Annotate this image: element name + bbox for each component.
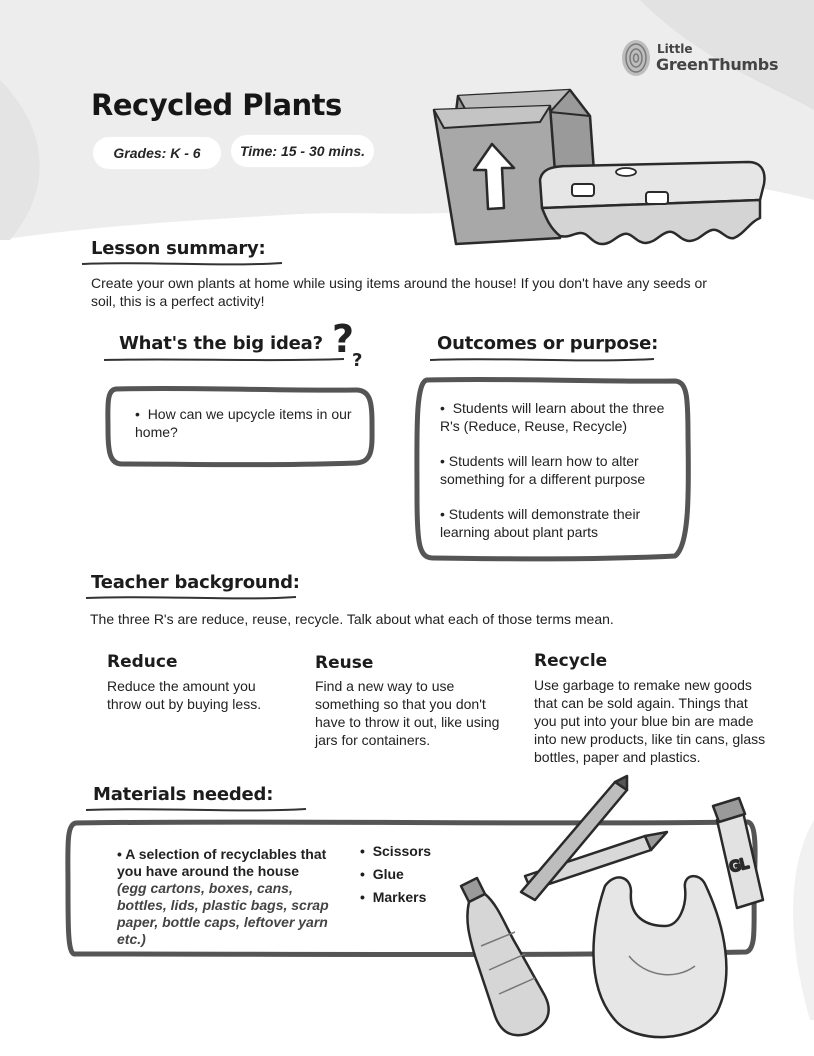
teacher-background-heading: Teacher background:: [91, 572, 300, 593]
paper-bag-and-egg-carton-illustration: [430, 88, 770, 253]
brand-line2: GreenThumbs: [656, 55, 779, 74]
svg-text:GL: GL: [728, 855, 751, 876]
outcomes-heading: Outcomes or purpose:: [437, 333, 659, 354]
heading-underline: [82, 260, 282, 268]
reuse-heading: Reuse: [315, 653, 374, 673]
big-idea-list: [135, 405, 353, 458]
reduce-heading: Reduce: [107, 652, 178, 672]
time-badge: Time: 15 - 30 mins.: [231, 135, 374, 167]
big-idea-item: • How can we upcycle items in our home?: [135, 406, 352, 440]
brand-line1: Little: [657, 42, 693, 56]
materials-list: [360, 843, 431, 912]
outcome-item: • Students will demonstrate their learning about plant parts: [440, 506, 641, 540]
recycle-text: Use garbage to remake new goods that can be sold again. Things that you put into your blue bin are made into new products, like tin cans, glass bottles, paper and plastics.: [534, 677, 766, 765]
brand-logo: [620, 38, 780, 82]
outcome-item: • Students will learn about the three R's (Reduce, Reuse, Recycle): [440, 400, 665, 434]
question-marks-icon: [332, 318, 372, 370]
material-item: • Markers: [360, 889, 427, 905]
material-item: • Glue: [360, 866, 404, 882]
bottle-markers-glue-bag-illustration: [455, 776, 785, 1046]
heading-underline: [86, 594, 296, 602]
svg-text:?: ?: [352, 350, 363, 371]
big-idea-heading: What's the big idea?: [119, 333, 323, 354]
reuse-text: Find a new way to use something so that you don't have to throw it out, like using jars for containers.: [315, 678, 500, 748]
heading-underline: [430, 356, 654, 364]
leaf-decoration: [780, 820, 814, 1020]
heading-underline: [104, 356, 344, 364]
grades-badge: Grades: K - 6: [93, 137, 221, 169]
outcomes-list: [440, 399, 666, 558]
teacher-background-text: The three R's are reduce, reuse, recycle. Talk about what each of those terms mean.: [90, 611, 614, 627]
page-title: Recycled Plants: [91, 88, 342, 122]
outcome-item: • Students will learn how to alter something for a different purpose: [440, 453, 646, 487]
svg-text:?: ?: [332, 317, 355, 361]
materials-heading: Materials needed:: [93, 784, 274, 805]
lesson-summary-heading: Lesson summary:: [91, 238, 266, 259]
heading-underline: [86, 806, 306, 814]
reduce-text: Reduce the amount you throw out by buying less.: [107, 678, 262, 712]
recycle-heading: Recycle: [534, 651, 608, 671]
materials-main-item: • A selection of recyclables that you have around the house (egg cartons, boxes, cans, bottles, lids, plastic bags, scrap paper, bottle caps, leftover yarn etc.): [117, 846, 329, 947]
material-item: • Scissors: [360, 843, 432, 859]
lesson-summary-text: Create your own plants at home while using items around the house! If you don't have any seeds or soil, this is a perfect activity!: [91, 275, 707, 309]
thumbprint-icon: [620, 38, 652, 78]
